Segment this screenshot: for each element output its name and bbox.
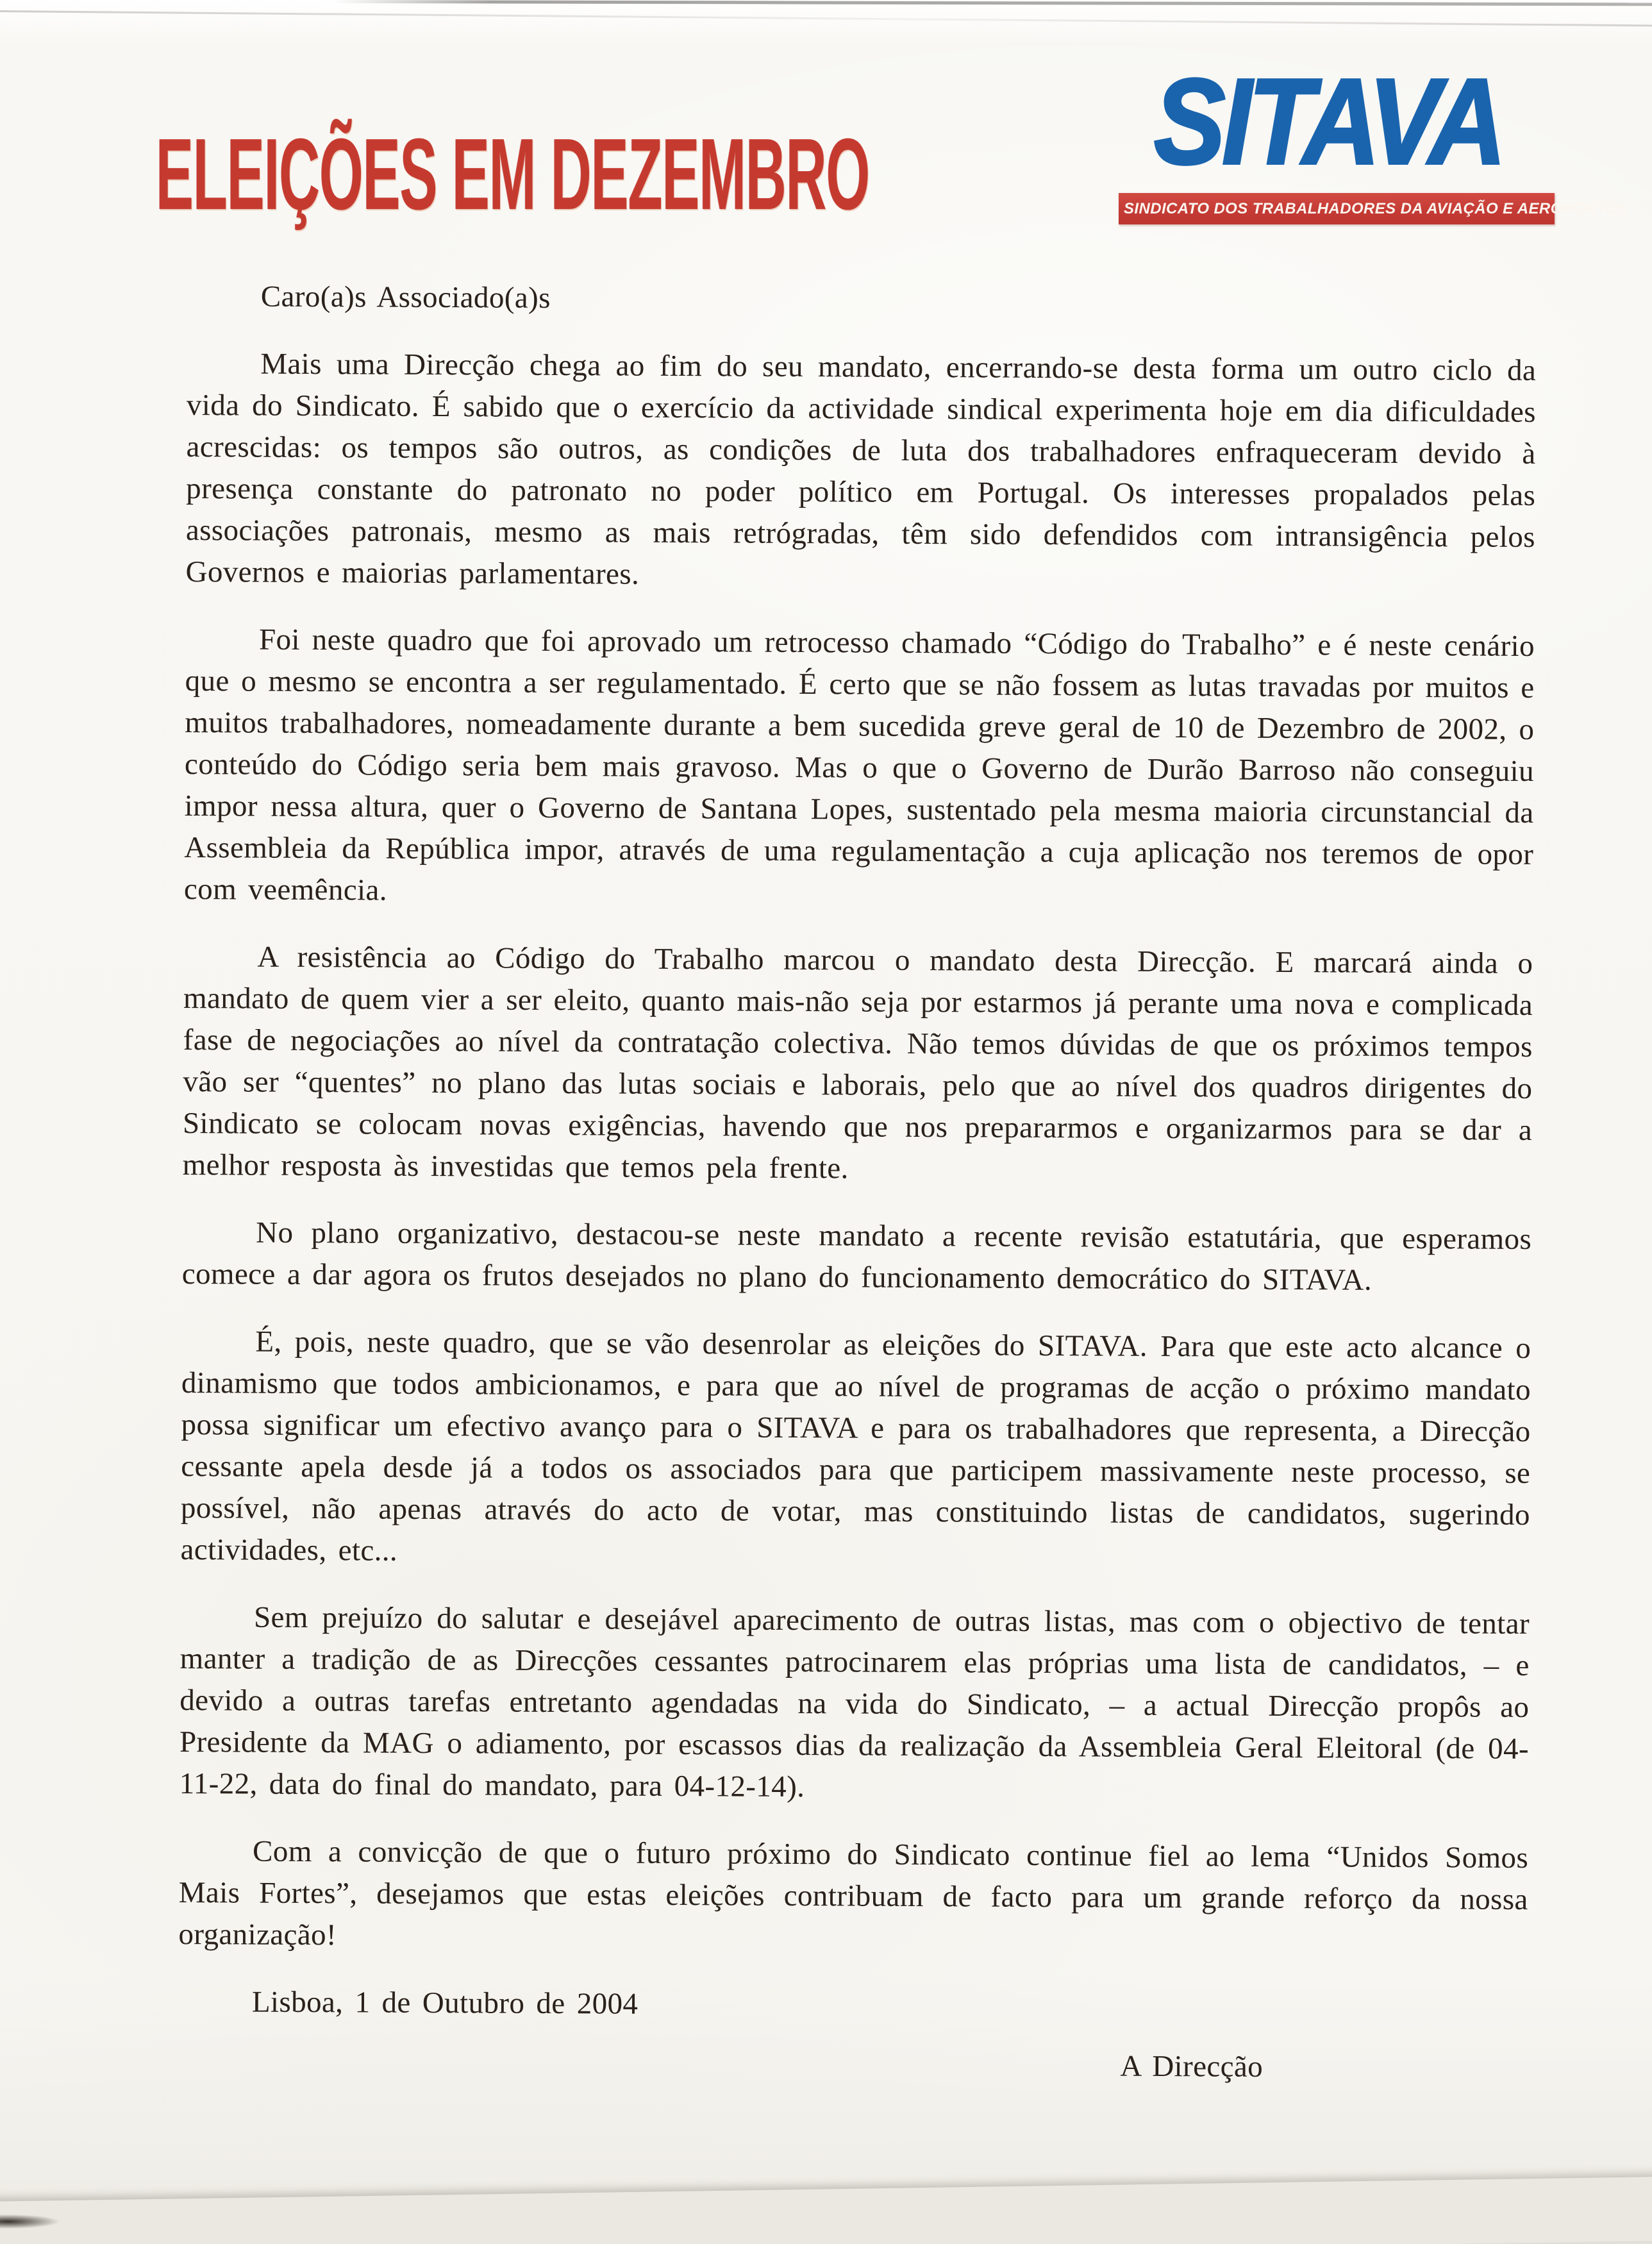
paragraph-6: Sem prejuízo do salutar e desejável aparecimento de outras listas, mas com o objectivo de tentar manter a tradição de as Direcções cessantes patrocinarem elas próprias uma lista de candidatos, – e devido a outras tarefas entretanto agendadas na vida do Sindicato, – a actual Direcção propôs ao Presidente da MAG o adiamento, por escassos dias da realização da Assembleia Geral Eleitoral (de 04-11-22, data do final do mandato, para 04-12-14).: [179, 1600, 1530, 1804]
scan-artifact-bottom-smudge: [0, 2215, 59, 2229]
paragraph-4: No plano organizativo, destacou-se neste mandato a recente revisão estatutária, que esperamos comece a dar agora os frutos desejados no plano do funcionamento democrático do SITAVA.: [181, 1216, 1532, 1297]
paragraph-5: É, pois, neste quadro, que se vão desenrolar as eleições do SITAVA. Para que este acto alcance o dinamismo que todos ambicionamos, e para que ao nível de programas de acção o próximo mandato possa significar um efectivo avanço para o SITAVA e para os trabalhadores que representa, a Direcção cessante apela desde já a todos os associados para que participem massivamente neste processo, se possível, não apenas através do acto de votar, mas constituindo listas de candidatos, sugerindo actividades, etc...: [180, 1325, 1531, 1568]
logo-wordmark: SITAVA: [1154, 54, 1503, 190]
sitava-logo: [1124, 54, 1629, 224]
logo-tagline-banner: SINDICATO DOS TRABALHADORES DA AVIAÇÃO E AEROPORTOS: [1119, 193, 1555, 224]
page-title: ELEIÇÕES EM DEZEMBRO: [156, 118, 870, 231]
scan-artifact-bottom-band: [0, 2176, 1652, 2244]
paragraph-1: Mais uma Direcção chega ao fim do seu mandato, encerrando-se desta forma um outro ciclo da vida do Sindicato. É sabido que o exercício da actividade sindical experimenta hoje em dia dificuldades acrescidas: os tempos são outros, as condições de luta dos trabalhadores enfraqueceram devido à presença constante do patronato no poder político em Portugal. Os interesses propalados pelas associações patronais, mesmo as mais retrógradas, têm sido defendidos com intransigência pelos Governos e maiorias parlamentares.: [185, 347, 1537, 591]
scan-artifact-top-fold: [0, 10, 1652, 27]
scan-artifact-top-line: [333, 0, 1652, 6]
signature-line: A Direcção: [1120, 2049, 1264, 2084]
salutation: Caro(a)s Associado(a)s: [260, 280, 551, 315]
paragraph-7: Com a convicção de que o futuro próximo do Sindicato continue fiel ao lema “Unidos Somos Mais Fortes”, desejamos que estas eleições contribuam de facto para um grande reforço da nossa organização!: [178, 1834, 1529, 1952]
paragraph-3: A resistência ao Código do Trabalho marcou o mandato desta Direcção. E marcará ainda o mandato de quem vier a ser eleito, quanto mais-não seja por estarmos já perante uma nova e complicada fase de negociações ao nível da contratação colectiva. Não temos dúvidas de que os próximos tempos vão ser “quentes” no plano das lutas sociais e laborais, pelo que ao nível dos quadros dirigentes do Sindicato se colocam novas exigências, havendo que nos prepararmos e organizarmos para se dar a melhor resposta às investidas que temos pela frente.: [182, 940, 1533, 1185]
paragraph-2: Foi neste quadro que foi aprovado um retrocesso chamado “Código do Trabalho” e é neste cenário que o mesmo se encontra a ser regulamentado. É certo que se não fossem as lutas travadas por muitos e muitos trabalhadores, nomeadamente durante a bem sucedida greve geral de 10 de Dezembro de 2002, o conteúdo do Código seria bem mais gravoso. Mas o que o Governo de Durão Barroso não conseguiu impor nessa altura, quer o Governo de Santana Lopes, sustentado pela mesma maioria circunstancial da Assembleia da República impor, através de uma regulamentação a cuja aplicação nos teremos de opor com veemência.: [183, 623, 1535, 907]
place-date-line: Lisboa, 1 de Outubro de 2004: [251, 1985, 638, 2021]
letter-body: [178, 276, 1537, 2089]
